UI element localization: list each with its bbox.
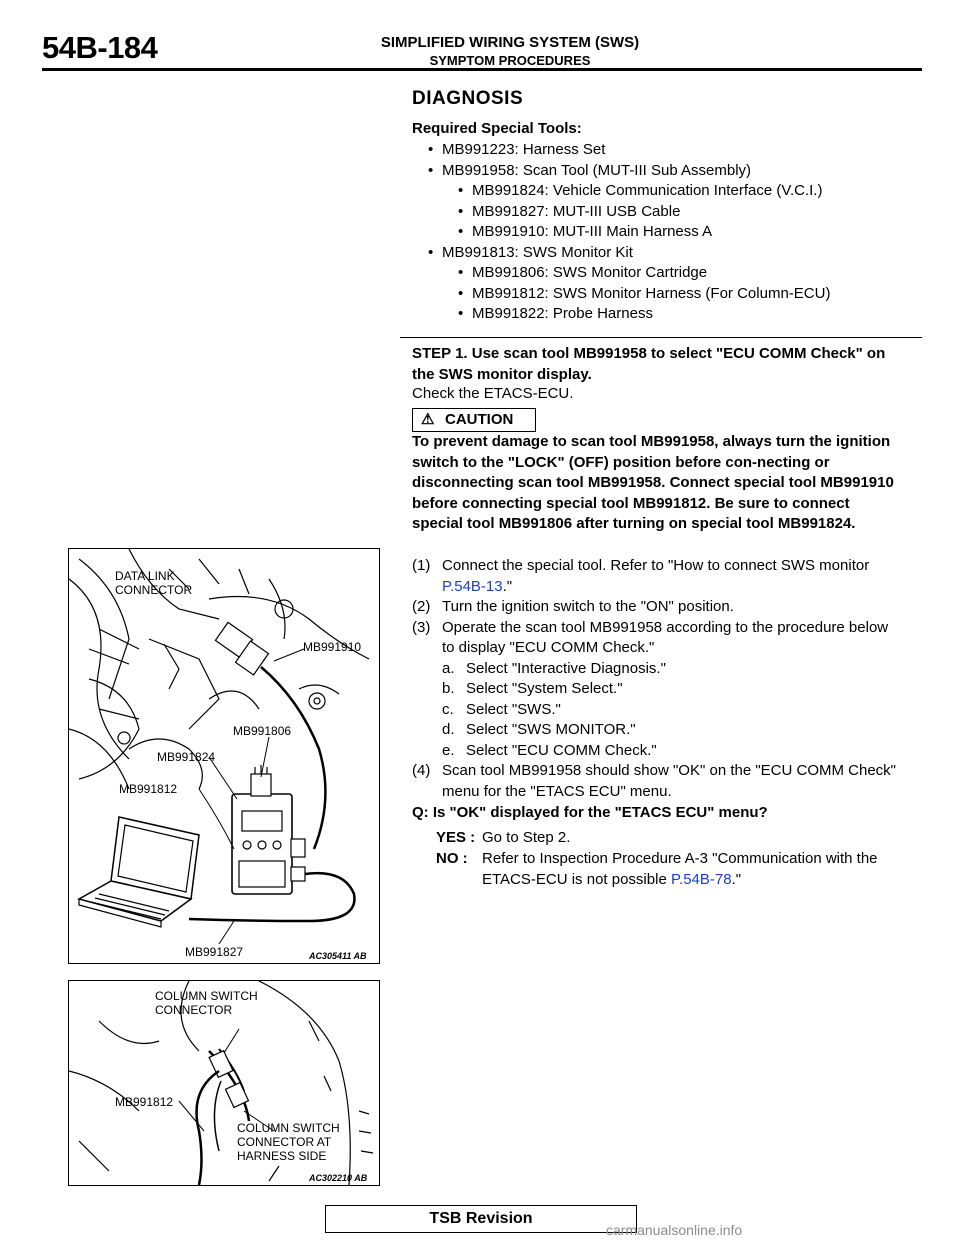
tool-item: • MB991223: Harness Set: [412, 140, 902, 161]
required-tools-label: Required Special Tools:: [412, 120, 582, 137]
tsb-revision-box: TSB Revision: [325, 1205, 637, 1233]
procedure-text: .": [502, 577, 513, 595]
procedure-step-2: [412, 597, 902, 618]
section-subtitle: SYMPTOM PROCEDURES: [429, 53, 591, 68]
no-label: NO :: [436, 850, 468, 867]
figure-scan-tool-connection: [68, 548, 380, 964]
procedure-text: Operate the scan tool MB991958 according to the procedure below to display "ECU COMM Check.": [442, 618, 889, 656]
figure-column-switch-connector: [68, 980, 380, 1186]
label-column-switch-connector: COLUMN SWITCH CONNECTOR: [155, 989, 258, 1017]
substep-letter: e.: [442, 741, 455, 759]
watermark: carmanualsonline.info: [606, 1222, 743, 1238]
answer-yes: [436, 828, 902, 849]
procedure-text: Turn the ignition switch to the "ON" position.: [442, 598, 734, 615]
label-mb991812: MB991812: [119, 782, 178, 796]
procedure-list: [412, 556, 902, 802]
substep: [412, 700, 902, 721]
label-mb991806: MB991806: [233, 724, 292, 738]
procedure-step-1: [412, 556, 902, 597]
tool-item: • MB991910: MUT-III Main Harness A: [412, 222, 902, 243]
caution-text: To prevent damage to scan tool MB991958, always turn the ignition switch to the "LOCK" (OFF) position before con-necting or disconnecting scan tool MB991958. Connect special tool MB991910 before connecting special tool MB991812. Be sure to connect special tool MB991806 after turning on special tool MB991824.: [412, 433, 894, 532]
substep-text: Select "Interactive Diagnosis.": [466, 659, 666, 677]
procedure-number: (1): [412, 557, 431, 574]
tool-item: • MB991822: Probe Harness: [412, 304, 902, 325]
label-mb991812: MB991812: [115, 1095, 174, 1109]
section-title: SIMPLIFIED WIRING SYSTEM (SWS): [380, 34, 640, 51]
substep: [412, 720, 902, 741]
substep-letter: d.: [442, 721, 455, 738]
label-mb991824: MB991824: [157, 750, 216, 764]
procedure-number: (2): [412, 598, 431, 615]
tool-item: • MB991812: SWS Monitor Harness (For Column-ECU): [412, 284, 902, 305]
caution-label: CAUTION: [445, 411, 514, 428]
tool-item: • MB991824: Vehicle Communication Interface (V.C.I.): [412, 181, 902, 202]
substep-text: Select "System Select.": [466, 680, 623, 697]
substep-text: Select "SWS MONITOR.": [466, 721, 636, 738]
page-link[interactable]: P.54B-78: [670, 870, 732, 888]
tool-item: • MB991827: MUT-III USB Cable: [412, 202, 902, 223]
page-link[interactable]: P.54B-13: [442, 577, 503, 595]
substep: [412, 741, 902, 762]
substep-text: Select "ECU COMM Check.": [466, 741, 657, 759]
substep: [412, 659, 902, 680]
required-tools-list: [412, 140, 902, 325]
substep-text: Select "SWS.": [466, 700, 561, 718]
procedure-step-3: [412, 618, 902, 659]
scan-tool-illustration: [69, 549, 379, 963]
tool-item: • MB991806: SWS Monitor Cartridge: [412, 263, 902, 284]
substep-letter: a.: [442, 659, 455, 677]
step-1-heading: STEP 1. Use scan tool MB991958 to select "ECU COMM Check" on the SWS monitor display.: [412, 345, 886, 383]
procedure-number: (4): [412, 762, 431, 779]
figure-code: AC302210 AB: [309, 1173, 368, 1183]
procedure-text: Scan tool MB991958 should show "OK" on the "ECU COMM Check" menu for the "ETACS ECU" menu.: [442, 762, 897, 800]
step-1-subtext: Check the ETACS-ECU.: [412, 385, 574, 402]
procedure-number: (3): [412, 618, 431, 636]
label-column-switch-harness-side: COLUMN SWITCH CONNECTOR AT HARNESS SIDE: [237, 1121, 340, 1163]
yes-text: Go to Step 2.: [482, 829, 571, 846]
question: Q: Is "OK" displayed for the "ETACS ECU" menu?: [412, 804, 768, 821]
substep: [412, 679, 902, 700]
tool-item: • MB991958: Scan Tool (MUT-III Sub Assembly): [412, 161, 902, 182]
answer-no: [436, 849, 902, 890]
warning-triangle-icon: ⚠: [421, 411, 435, 428]
step-separator: [400, 337, 922, 338]
no-text: .": [731, 870, 742, 888]
caution-box: [412, 408, 536, 432]
procedure-text: Connect the special tool. Refer to "How to connect SWS monitor: [442, 557, 870, 574]
tool-item: • MB991813: SWS Monitor Kit: [412, 243, 902, 264]
diagnosis-heading: DIAGNOSIS: [412, 88, 524, 109]
figure-code: AC305411 AB: [309, 951, 367, 961]
label-mb991827: MB991827: [185, 945, 244, 959]
header-rule: [42, 68, 922, 71]
page-number: 54B-184: [42, 30, 158, 65]
substep-letter: c.: [442, 700, 454, 718]
procedure-step-4: [412, 761, 902, 802]
label-mb991910: MB991910: [303, 640, 362, 654]
yes-label: YES :: [436, 829, 476, 846]
substep-letter: b.: [442, 680, 455, 697]
label-data-link-connector: DATA LINK CONNECTOR: [115, 569, 193, 597]
no-text: Refer to Inspection Procedure A-3 "Communication with the ETACS-ECU is not possible: [482, 850, 878, 888]
